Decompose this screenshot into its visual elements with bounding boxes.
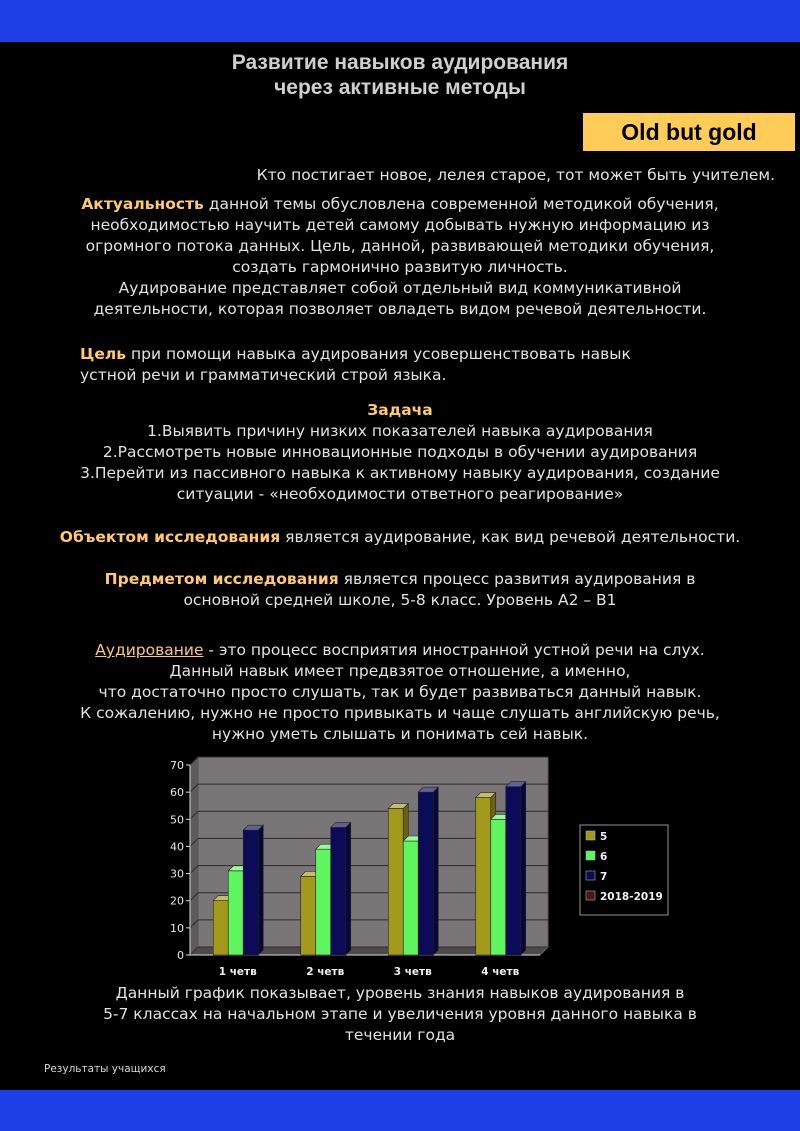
bar — [418, 792, 433, 955]
subject-paragraph — [0, 569, 800, 611]
legend-swatch — [586, 851, 595, 860]
bar-side — [346, 822, 351, 955]
chart-caption — [0, 983, 800, 1046]
bottom-band — [0, 1090, 800, 1131]
y-tick-label: 0 — [177, 949, 184, 962]
top-band — [0, 0, 800, 42]
bar-side — [433, 787, 438, 955]
object-paragraph — [0, 527, 800, 548]
legend-swatch — [586, 871, 595, 880]
relevance-line-2: необходимостью научить детей самому добывать нужную информацию из — [90, 216, 710, 234]
goal-line-1: при помощи навыка аудирования усовершенствовать навык — [126, 345, 631, 363]
y-tick-label: 30 — [170, 867, 184, 881]
y-tick-label: 10 — [170, 921, 184, 935]
relevance-label: Актуальность — [81, 195, 204, 213]
relevance-paragraph — [0, 194, 800, 320]
x-tick-label: 3 четв — [393, 966, 432, 978]
y-tick-label: 20 — [170, 894, 184, 908]
bar-side — [258, 825, 263, 955]
task-label: Задача — [367, 401, 433, 419]
task-line-2: 2.Рассмотреть новые инновационные подходы в обучении аудирования — [102, 443, 698, 461]
bar — [301, 876, 316, 955]
object-text: является аудирование, как вид речевой деятельности. — [280, 528, 741, 546]
legend-label: 7 — [600, 871, 608, 883]
bar — [316, 849, 331, 955]
relevance-line-5: Аудирование представляет собой отдельный вид коммуникативной — [118, 279, 682, 297]
listening-line-1: - это процесс восприятия иностранной устной речи на слух. — [203, 641, 705, 659]
bar — [243, 830, 258, 955]
goal-line-2: устной речи и грамматический строй языка. — [80, 366, 447, 384]
relevance-line-3: огромного потока данных. Цель, данной, развивающей методики обучения, — [85, 237, 715, 255]
bar — [476, 798, 491, 955]
object-label: Объектом исследования — [59, 528, 281, 546]
epigraph: Кто постигает новое, лелея старое, тот может быть учителем. — [256, 166, 775, 184]
legend-label: 6 — [600, 851, 608, 863]
x-tick-label: 4 четв — [481, 966, 520, 978]
bar — [403, 841, 418, 955]
listening-paragraph — [0, 640, 800, 745]
relevance-line-4: создать гармонично развитую личность. — [232, 258, 568, 276]
x-tick-label: 1 четв — [218, 966, 257, 978]
title-line-1: Развитие навыков аудирования — [231, 51, 569, 74]
task-line-4: ситуации - «необходимости ответного реагирование» — [176, 485, 624, 503]
y-tick-label: 40 — [170, 840, 184, 854]
listening-line-4: К сожалению, нужно не просто привыкать и чаще слушать английскую речь, — [80, 704, 720, 722]
task-section — [0, 400, 800, 505]
bar — [506, 787, 521, 955]
caption-line-1: Данный график показывает, уровень знания навыков аудирования в — [115, 984, 685, 1002]
y-tick-label: 50 — [170, 813, 184, 827]
goal-paragraph — [80, 344, 780, 386]
subject-line-1: является процесс развития аудирования в — [338, 570, 696, 588]
listening-link[interactable]: Аудирование — [95, 641, 204, 659]
relevance-line-6: деятельности, которая позволяет овладеть видом речевой деятельности. — [93, 300, 707, 318]
caption-line-3: течении года — [344, 1026, 456, 1044]
y-tick-label: 70 — [170, 759, 184, 772]
caption-line-2: 5-7 классах на начальном этапе и увеличения уровня данного навыка в — [103, 1005, 697, 1023]
goal-label: Цель — [80, 345, 127, 363]
relevance-line-1: данной темы обусловлена современной методикой обучения, — [203, 195, 719, 213]
bar-side — [521, 782, 526, 955]
listening-line-2: Данный навык имеет предвзятое отношение, а именно, — [169, 662, 631, 680]
subject-label: Предметом исследования — [104, 570, 339, 588]
subject-line-2: основной средней школе, 5-8 класс. Уровень А2 – В1 — [183, 591, 617, 609]
bar — [491, 819, 506, 955]
legend-swatch — [586, 891, 595, 900]
bar — [388, 808, 403, 955]
legend-swatch — [586, 831, 595, 840]
task-line-1: 1.Выявить причину низких показателей навыка аудирования — [147, 422, 653, 440]
y-tick-label: 60 — [170, 786, 184, 800]
listening-line-3: что достаточно просто слушать, так и будет развиваться данный навык. — [98, 683, 702, 701]
x-tick-label: 2 четв — [306, 966, 345, 978]
listening-line-5: нужно уметь слышать и понимать сей навык. — [211, 725, 589, 743]
results-bar-chart — [160, 755, 680, 985]
bar — [331, 827, 346, 955]
task-line-3: 3.Перейти из пассивного навыка к активному навыку аудирования, создание — [80, 464, 720, 482]
bar — [228, 871, 243, 955]
legend-label: 5 — [600, 831, 608, 843]
title-line-2: через активные методы — [274, 76, 526, 99]
bar — [213, 901, 228, 955]
page-title — [0, 50, 800, 100]
footnote: Результаты учащихся — [44, 1063, 166, 1075]
plot-side-wall — [190, 757, 198, 955]
legend-label: 2018-2019 — [600, 891, 663, 903]
old-but-gold-badge: Old but gold — [583, 113, 795, 151]
